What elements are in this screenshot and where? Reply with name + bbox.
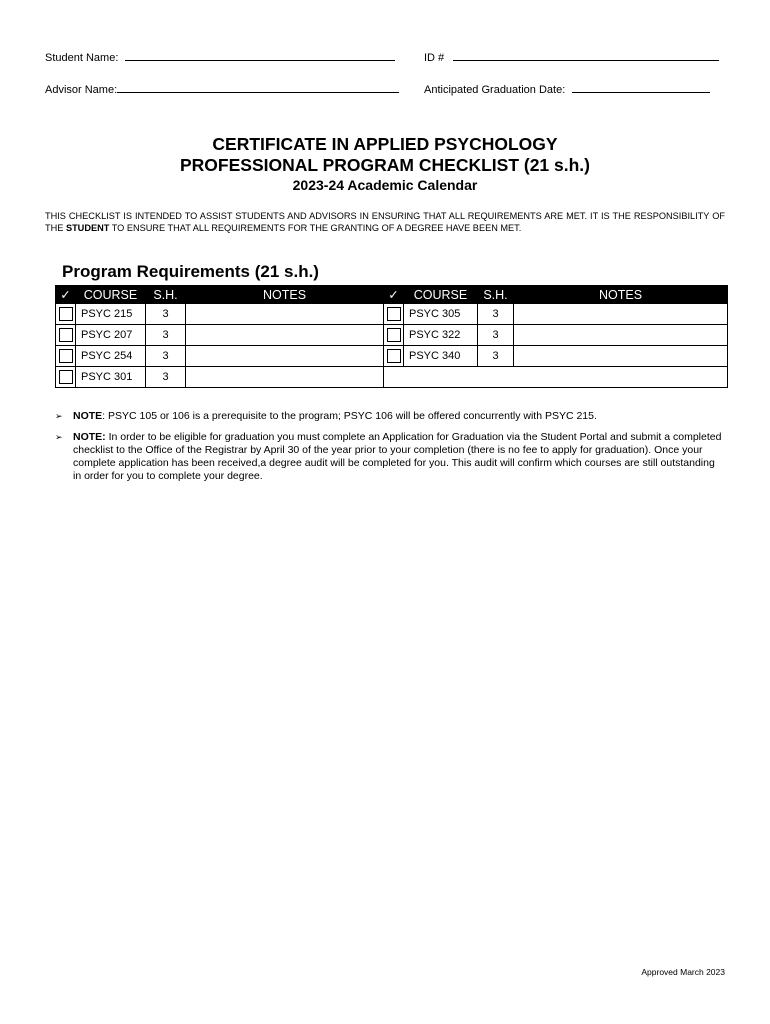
course-checkbox-cell[interactable] <box>56 346 76 367</box>
intro-paragraph <box>45 210 725 234</box>
course-checkbox-cell[interactable] <box>384 346 404 367</box>
sh-header: S.H. <box>478 286 514 304</box>
course-checkbox-cell[interactable] <box>56 304 76 325</box>
graduation-date-field[interactable] <box>424 82 710 96</box>
empty-cell <box>384 367 728 388</box>
course-checkbox-cell[interactable] <box>56 367 76 388</box>
notes-cell[interactable] <box>514 325 728 346</box>
course-checkbox[interactable] <box>59 328 73 342</box>
checklist-title: PROFESSIONAL PROGRAM CHECKLIST (21 s.h.) <box>180 155 590 175</box>
sh-cell: 3 <box>146 346 186 367</box>
table-row <box>56 325 728 346</box>
sh-header: S.H. <box>146 286 186 304</box>
notes-header: NOTES <box>514 286 728 304</box>
arrow-bullet-icon: ➢ <box>55 432 63 442</box>
course-checkbox[interactable] <box>59 349 73 363</box>
course-checkbox-cell[interactable] <box>56 325 76 346</box>
intro-text-bold: STUDENT <box>65 223 110 233</box>
course-cell: PSYC 322 <box>404 325 478 346</box>
academic-calendar: 2023-24 Academic Calendar <box>292 177 478 193</box>
program-requirements-heading: Program Requirements (21 s.h.) <box>62 262 319 281</box>
notes-cell[interactable] <box>514 346 728 367</box>
check-header: ✓ <box>384 286 404 304</box>
note-item <box>55 410 725 423</box>
notes-header: NOTES <box>186 286 384 304</box>
id-field[interactable] <box>424 50 719 64</box>
graduation-date-label: Anticipated Graduation Date: <box>424 84 566 96</box>
advisor-name-field[interactable] <box>45 82 399 96</box>
id-label: ID # <box>424 52 445 64</box>
course-cell: PSYC 215 <box>76 304 146 325</box>
student-name-line[interactable] <box>125 50 395 61</box>
course-cell: PSYC 305 <box>404 304 478 325</box>
sh-cell: 3 <box>146 325 186 346</box>
note-label: NOTE <box>73 410 103 422</box>
graduation-date-line[interactable] <box>572 82 710 93</box>
student-name-label: Student Name: <box>45 52 119 64</box>
course-cell: PSYC 340 <box>404 346 478 367</box>
note-text: : PSYC 105 or 106 is a prerequisite to the program; PSYC 106 will be offered concurrently with PSYC 215. <box>102 410 597 422</box>
table-row <box>56 367 728 388</box>
sh-cell: 3 <box>478 346 514 367</box>
course-checkbox[interactable] <box>387 307 401 321</box>
course-checkbox[interactable] <box>387 328 401 342</box>
course-header: COURSE <box>404 286 478 304</box>
sh-cell: 3 <box>478 325 514 346</box>
note-item <box>55 431 725 483</box>
check-header: ✓ <box>56 286 76 304</box>
course-checkbox[interactable] <box>59 370 73 384</box>
intro-text-start: THIS CHECKLIST IS INTENDED TO ASSIST STUDENTS AND ADVISORS IN ENSURING THAT ALL REQUIREMENTS ARE MET. IT IS THE RESPONSIBILITY OF THE <box>45 211 725 233</box>
sh-cell: 3 <box>146 304 186 325</box>
approval-date: Approved March 2023 <box>641 967 725 977</box>
course-checkbox[interactable] <box>59 307 73 321</box>
table-row <box>56 304 728 325</box>
notes-cell[interactable] <box>186 367 384 388</box>
table-header-row <box>56 286 728 304</box>
notes-list <box>55 410 725 491</box>
course-header: COURSE <box>76 286 146 304</box>
sh-cell: 3 <box>478 304 514 325</box>
course-checkbox[interactable] <box>387 349 401 363</box>
sh-cell: 3 <box>146 367 186 388</box>
course-cell: PSYC 207 <box>76 325 146 346</box>
note-text: In order to be eligible for graduation you must complete an Application for Graduation via the Student Portal and submit a completed checklist to the Office of the Registrar by April 30 of the year prior to your completion (there is no fee to apply for graduation). Once your complete application has been received,a degree audit will be completed for you. This audit will confirm which courses are still outstanding in order for you to complete your degree. <box>73 431 722 482</box>
notes-cell[interactable] <box>186 325 384 346</box>
course-cell: PSYC 254 <box>76 346 146 367</box>
course-checkbox-cell[interactable] <box>384 304 404 325</box>
id-line[interactable] <box>453 50 719 61</box>
table-row <box>56 346 728 367</box>
notes-cell[interactable] <box>186 346 384 367</box>
arrow-bullet-icon: ➢ <box>55 411 63 421</box>
course-checkbox-cell[interactable] <box>384 325 404 346</box>
note-label: NOTE: <box>73 431 106 443</box>
requirements-table <box>55 285 728 388</box>
course-cell: PSYC 301 <box>76 367 146 388</box>
notes-cell[interactable] <box>186 304 384 325</box>
advisor-name-label: Advisor Name: <box>45 84 118 96</box>
certificate-title: CERTIFICATE IN APPLIED PSYCHOLOGY <box>212 134 558 154</box>
advisor-name-line[interactable] <box>117 82 399 93</box>
intro-text-end: TO ENSURE THAT ALL REQUIREMENTS FOR THE GRANTING OF A DEGREE HAVE BEEN MET. <box>109 223 522 233</box>
student-name-field[interactable] <box>45 50 395 64</box>
notes-cell[interactable] <box>514 304 728 325</box>
